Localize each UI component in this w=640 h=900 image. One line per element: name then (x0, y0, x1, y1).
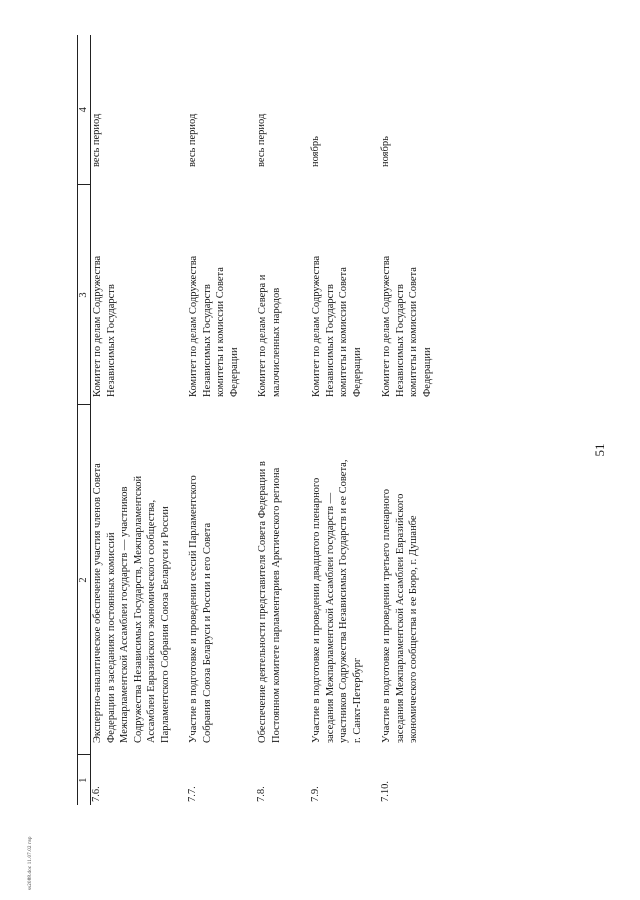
responsible-line: Комитет по делам Содружества (92, 255, 103, 397)
column-header-3: 3 (78, 185, 91, 405)
responsible-line: Федерации (421, 347, 433, 397)
responsible-line: Федерации (351, 347, 363, 397)
item-content (310, 405, 380, 755)
item-number: 7.10. (380, 781, 391, 802)
item-period: весь период (91, 113, 102, 167)
responsible-line: Независимых Государств (324, 284, 336, 397)
responsible-line: Комитет по делам Содружества (311, 255, 322, 397)
content-line: Участие в подготовке и проведении двадцатого пленарного (311, 477, 322, 743)
responsible-line: Комитет по делам Содружества (188, 255, 199, 397)
content-line: Содружества Независимых Государств, Межпарламентской (132, 475, 144, 743)
table-row (256, 35, 310, 805)
content-line: Ассамблеи Евразийского экономического сообщества, (146, 499, 157, 743)
responsible-line: Независимых Государств (105, 284, 117, 397)
item-content (256, 405, 310, 755)
content-line: заседания Межпарламентской Ассамблеи Евразийского (394, 493, 406, 743)
responsible-line: комитеты и комиссии Совета (338, 267, 349, 397)
column-header-4: 4 (78, 35, 91, 185)
item-period: ноябрь (380, 136, 391, 167)
item-content (91, 405, 188, 755)
column-header-2: 2 (78, 405, 91, 755)
item-number: 7.8. (256, 786, 267, 802)
item-number: 7.9. (310, 786, 321, 802)
table-row (91, 35, 188, 805)
responsible-line: Федерации (228, 347, 240, 397)
responsible-line: Комитет по делам Содружества (381, 255, 392, 397)
content-line: Постоянном комитете парламентариев Арктического региона (270, 467, 282, 743)
responsible-line: комитеты и комиссии Совета (408, 267, 419, 397)
item-responsible (380, 185, 449, 405)
document-footer: ss2088.doc 11.07.02 гвр (28, 836, 33, 890)
content-line: Собрания Союза Беларуси и России и его Совета (201, 522, 213, 743)
content-line: Участие в подготовке и проведении сессий Парламентского (188, 475, 199, 743)
content-line: заседания Межпарламентской Ассамблеи государств — (324, 492, 336, 743)
content-line: участников Содружества Независимых Государств и ее Совета, (338, 459, 349, 743)
table-row (380, 35, 449, 805)
item-period: весь период (256, 113, 267, 167)
column-header-1: 1 (78, 755, 91, 805)
table-row (310, 35, 380, 805)
content-line: Межпарламентской Ассамблеи государств — участников (119, 486, 130, 743)
responsible-line: Комитет по делам Севера и (257, 274, 268, 397)
item-responsible (256, 185, 310, 405)
responsible-line: комитеты и комиссии Совета (215, 267, 226, 397)
content-line: г. Санкт-Петербург (351, 657, 363, 743)
item-responsible (91, 185, 188, 405)
item-period: ноябрь (310, 136, 321, 167)
responsible-line: Независимых Государств (394, 284, 406, 397)
item-responsible (187, 185, 256, 405)
item-period: весь период (187, 113, 198, 167)
responsible-line: малочисленных народов (270, 287, 282, 397)
item-responsible (310, 185, 380, 405)
content-line: Экспертно-аналитическое обеспечение участия членов Совета (92, 463, 103, 743)
content-line: Участие в подготовке и проведении третьего пленарного (381, 488, 392, 743)
content-line: Федерации в заседаниях постоянных комиссий (105, 532, 117, 743)
responsible-line: Независимых Государств (201, 284, 213, 397)
table-header-row (78, 35, 91, 805)
content-line: Парламентского Собрания Союза Беларуси и России (159, 506, 171, 743)
plan-table (77, 35, 449, 805)
item-content (187, 405, 256, 755)
page-number: 51 (592, 443, 607, 457)
content-line: Обеспечение деятельности представителя Совета Федерации в (257, 461, 268, 743)
item-number: 7.7. (187, 786, 198, 802)
table-row (187, 35, 256, 805)
item-number: 7.6. (91, 786, 102, 802)
item-content (380, 405, 449, 755)
content-line: экономического сообщества и ее Бюро, г. Душанбе (408, 515, 419, 743)
